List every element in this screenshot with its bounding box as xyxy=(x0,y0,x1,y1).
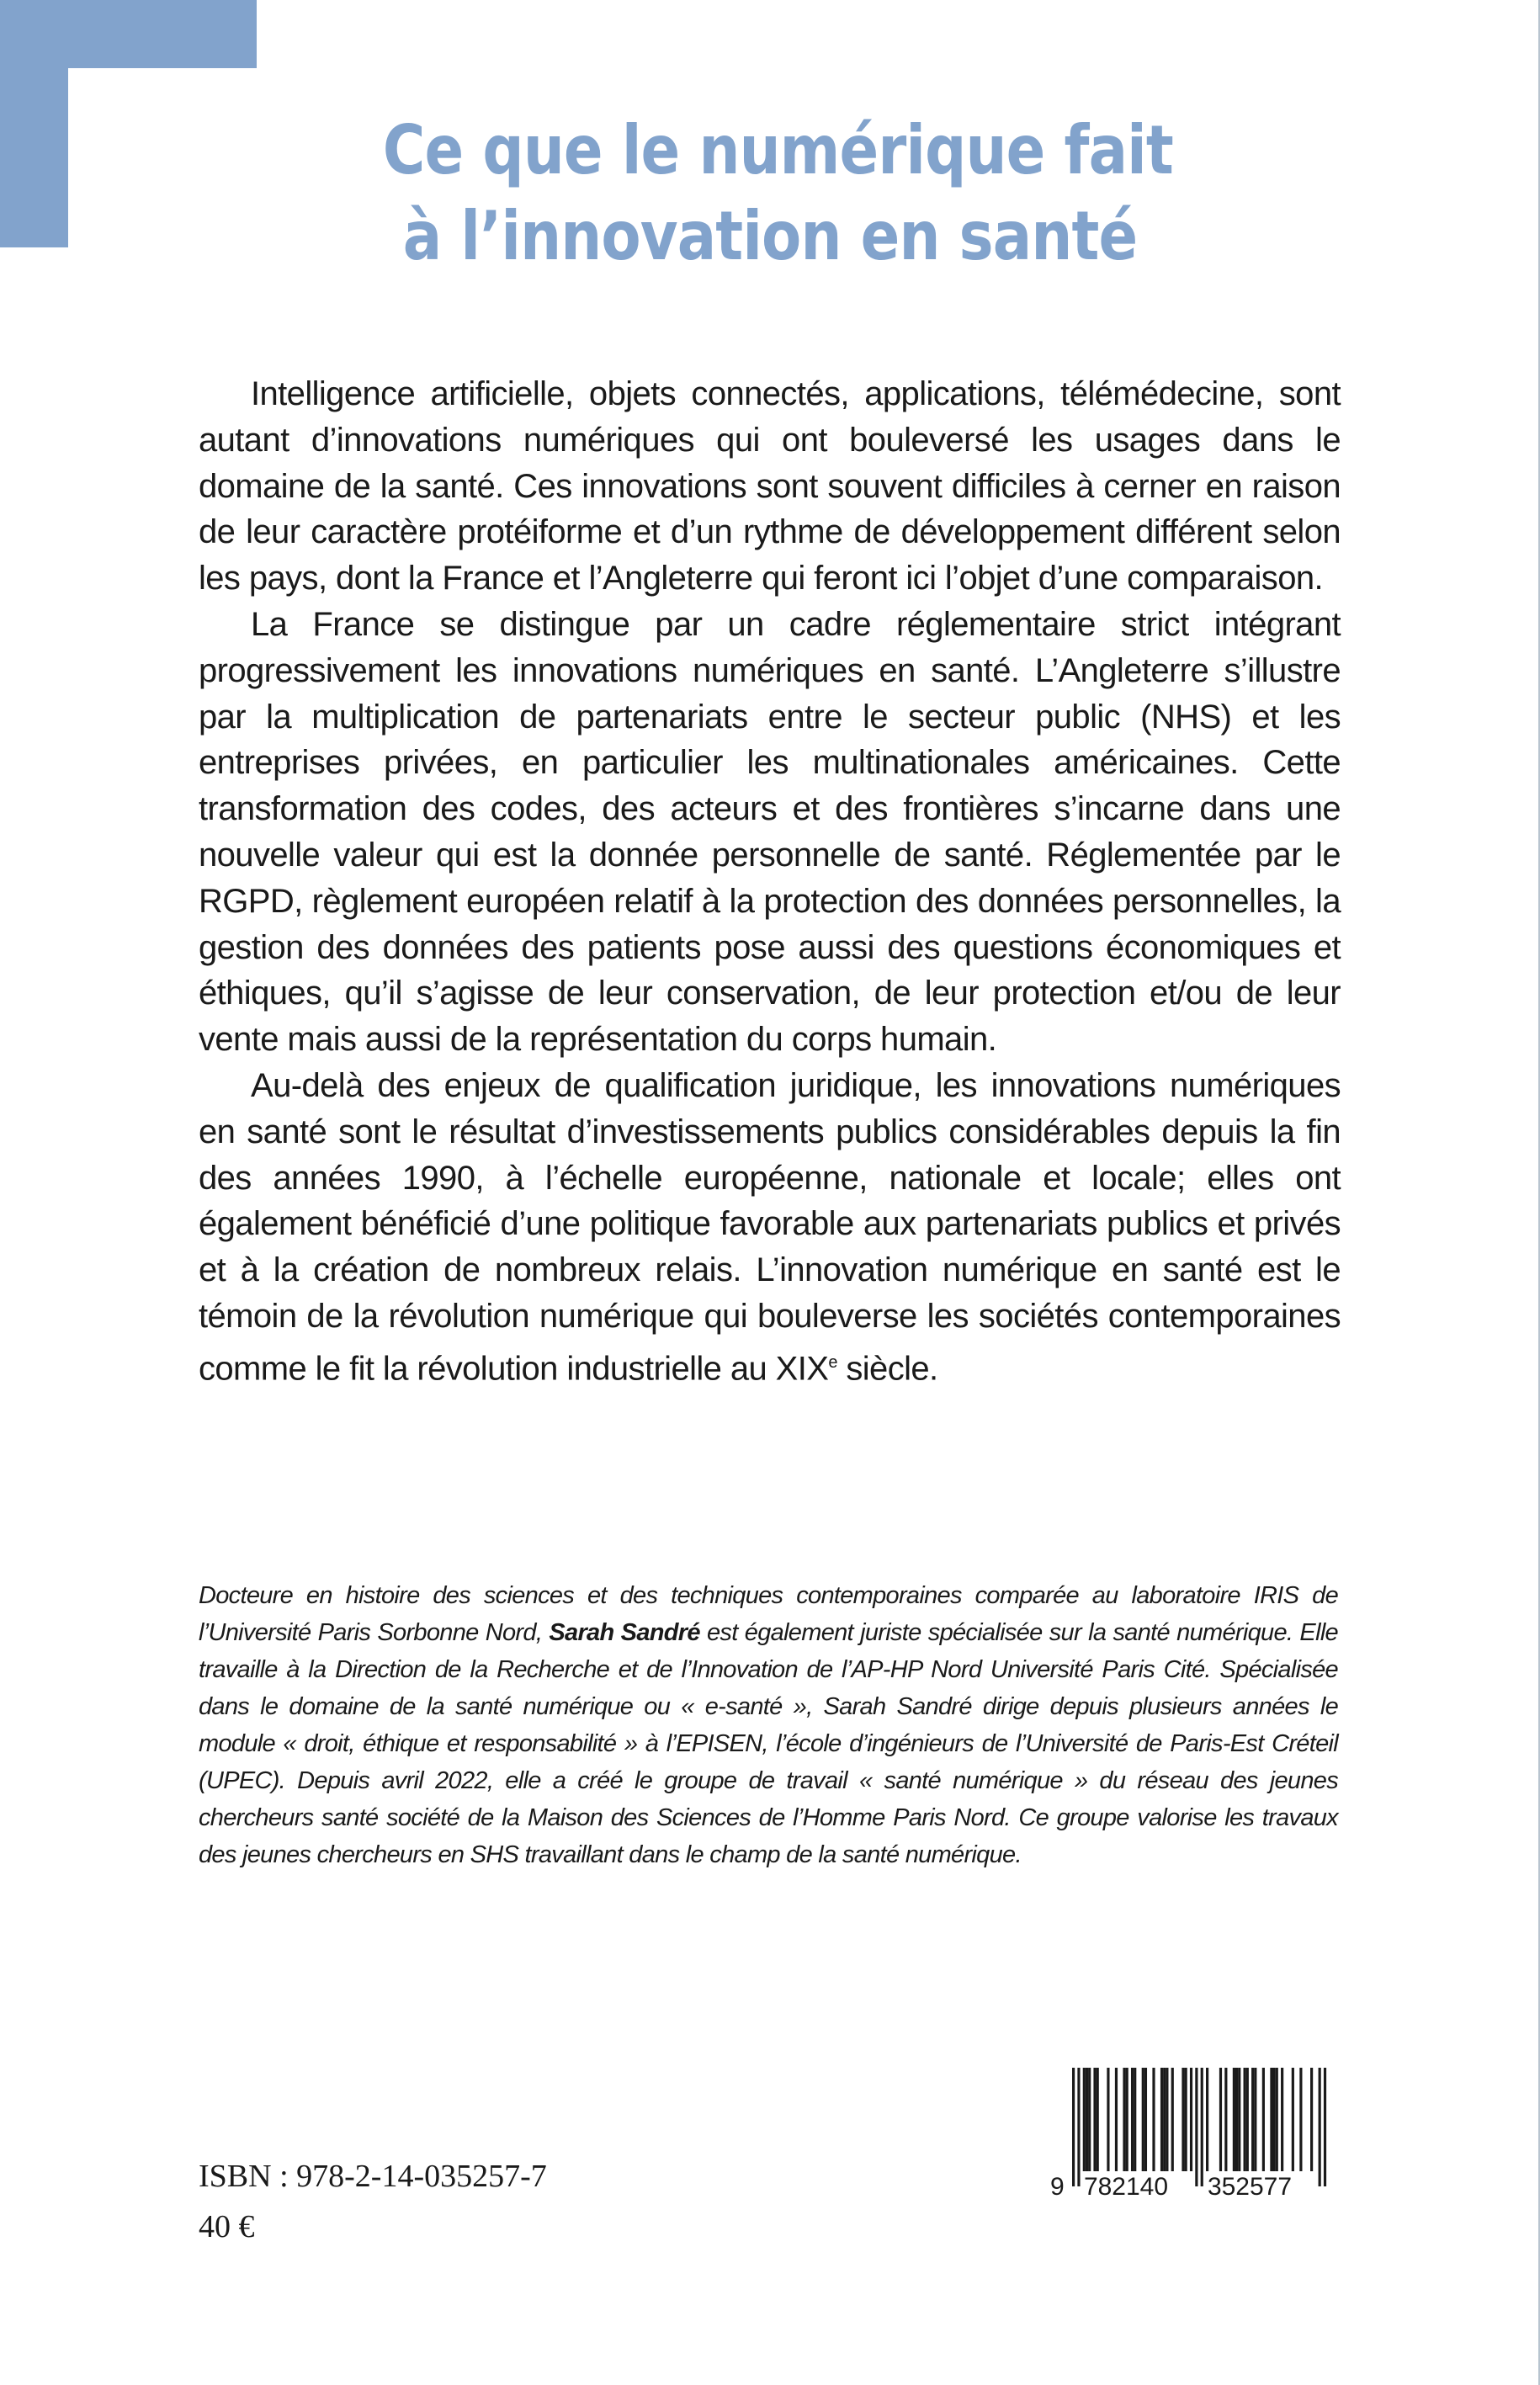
barcode-first-digit: 9 xyxy=(1050,2173,1065,2201)
superscript-e: e xyxy=(828,1352,837,1372)
bio-rest: est également juriste spécialisée sur la santé numérique. Elle travaille à la Direction de la Recherche et de l’Innovation de l’AP-HP Nord Université Paris Cité. Spécialisée dans le domaine de la santé numérique ou « e-santé », Sarah Sandré dirige depuis plusieurs années le module « droit, éthique et responsabilité » à l’EPISEN, l’école d’ingénieurs de l’Université de Paris-Est Créteil (UPEC). Depuis avril 2022, elle a créé le groupe de travail « santé numérique » du réseau des jeunes chercheurs santé société de la Maison des Sciences de l’Homme Paris Nord. Ce groupe valorise les travaux des jeunes chercheurs en SHS travaillant dans le champ de la santé numérique. xyxy=(199,1619,1338,1868)
summary-paragraph-3-end: siècle. xyxy=(836,1350,938,1388)
bio-intro: Docteure en histoire des sciences et des techniques contemporaines comparée au laboratoire IRIS de l’Université Paris Sorbonne Nord, xyxy=(199,1582,1338,1646)
author-bio-paragraph xyxy=(199,1577,1338,1873)
author-bio xyxy=(199,1577,1338,1873)
price-label: 40 € xyxy=(199,2209,255,2244)
book-title xyxy=(382,108,1173,279)
title-line-2: à l’innovation en santé xyxy=(402,197,1138,275)
summary-text xyxy=(199,371,1341,1392)
isbn-label: ISBN : 978-2-14-035257-7 xyxy=(199,2159,547,2194)
barcode-graphic xyxy=(1043,2066,1338,2205)
summary-paragraph-3-text: Au-delà des enjeux de qualification juridique, les innovations numériques en santé sont le résultat d’investissements publics considérables depuis la fin des années 1990, à l’échelle européenne, nationale et locale; elles ont également bénéficié d’une politique favorable aux partenariats publics et privés et à la création de nombreux relais. L’innovation numérique en santé est le témoin de la révolution numérique qui bouleverse les sociétés contemporaines comme le fit la révolution industrielle au XIX xyxy=(199,1066,1341,1388)
ean13-barcode xyxy=(1043,2066,1338,2205)
barcode-left-digits: 782140 xyxy=(1083,2173,1169,2201)
title-line-1: Ce que le numérique fait xyxy=(382,111,1173,189)
summary-paragraph-1: Intelligence artificielle, objets connectés, applications, télémédecine, sont autant d’innovations numériques qui ont bouleversé les usages dans le domaine de la santé. Ces innovations sont souvent difficiles à cerner en raison de leur caractère protéiforme et d’un rythme de développement différent selon les pays, dont la France et l’Angleterre qui feront ici l’objet d’une comparaison. xyxy=(199,375,1341,598)
barcode-right-digits: 352577 xyxy=(1207,2173,1293,2201)
summary-paragraph-2: La France se distingue par un cadre réglementaire strict intégrant progressivement les innovations numériques en santé. L’Angleterre s’illustre par la multiplication de partenariats entre le secteur public (NHS) et les entreprises privées, en particulier les multinationales américaines. Cette transformation des codes, des acteurs et des frontières s’incarne dans une nouvelle valeur qui est la donnée personnelle de santé. Réglementée par le RGPD, règlement européen relatif à la protection des données personnelles, la gestion des données des patients pose aussi des questions économiques et éthiques, qu’il s’agisse de leur conservation, de leur protection et/ou de leur vente mais aussi de la représentation du corps humain. xyxy=(199,605,1341,1059)
author-name: Sarah Sandré xyxy=(549,1619,700,1646)
summary-paragraph-3 xyxy=(199,1063,1341,1392)
corner-accent-vertical xyxy=(0,0,68,247)
